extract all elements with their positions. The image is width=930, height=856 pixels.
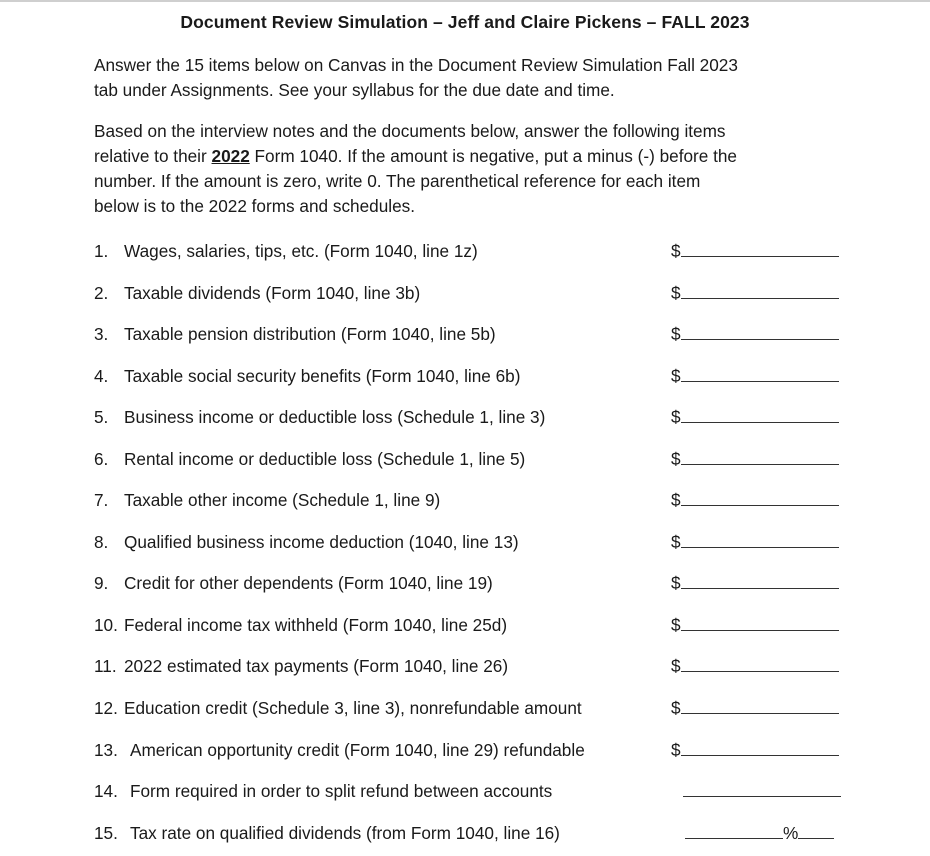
item-label: Rental income or deductible loss (Schedule 1, line 5) [124,449,526,469]
item-label: Taxable dividends (Form 1040, line 3b) [124,283,421,303]
item-label: Form required in order to split refund between accounts [130,781,553,801]
item-number: 9. [94,573,109,593]
item-number: 6. [94,449,109,469]
dollar-sign: $ [671,573,681,593]
item-label: 2022 estimated tax payments (Form 1040, line 26) [124,656,509,676]
answer-blank[interactable] [685,824,783,839]
item-number: 7. [94,490,109,510]
answer-field[interactable] [671,615,839,636]
list-item [94,698,582,719]
answer-field[interactable] [671,283,839,304]
list-item [94,781,552,802]
answer-blank[interactable] [681,491,839,506]
list-item [94,283,420,304]
intro-paragraph [94,53,854,103]
instructions-line-2 [94,144,854,169]
list-item [94,656,508,677]
answer-field[interactable] [671,366,839,387]
answer-field[interactable] [683,781,841,802]
answer-blank[interactable] [681,408,839,423]
answer-field[interactable] [671,573,839,594]
item-number: 13. [94,740,118,760]
intro-line-2: tab under Assignments. See your syllabus for the due date and time. [94,80,615,100]
answer-blank[interactable] [681,367,839,382]
list-item [94,740,585,761]
item-number: 2. [94,283,109,303]
item-number: 1. [94,241,109,261]
item-label: Education credit (Schedule 3, line 3), nonrefundable amount [124,698,582,718]
dollar-sign: $ [671,366,681,386]
dollar-sign: $ [671,656,681,676]
answer-blank-decimal[interactable] [798,824,834,839]
list-item [94,366,520,387]
instructions-line-1: Based on the interview notes and the documents below, answer the following items [94,121,726,141]
answer-blank[interactable] [681,574,839,589]
answer-field[interactable] [671,740,839,761]
item-number: 15. [94,823,118,843]
dollar-sign: $ [671,490,681,510]
item-label: Business income or deductible loss (Schedule 1, line 3) [124,407,546,427]
answer-field[interactable] [671,532,839,553]
tax-year-emphasis: 2022 [211,146,250,166]
item-label: Federal income tax withheld (Form 1040, line 25d) [124,615,508,635]
answer-field[interactable] [671,241,839,262]
instructions-line-2-pre: relative to their [94,146,212,166]
list-item [94,615,507,636]
dollar-sign: $ [671,407,681,427]
answer-blank[interactable] [681,616,839,631]
list-item [94,573,493,594]
answer-blank[interactable] [681,284,839,299]
answer-field[interactable] [671,490,839,511]
list-item [94,407,545,428]
item-number: 4. [94,366,109,386]
answer-field[interactable] [671,324,839,345]
item-number: 10. [94,615,118,635]
dollar-sign: $ [671,532,681,552]
instructions-paragraph [94,119,854,219]
item-label: Qualified business income deduction (1040, line 13) [124,532,519,552]
answer-blank[interactable] [681,325,839,340]
item-label: Credit for other dependents (Form 1040, line 19) [124,573,493,593]
item-label: Tax rate on qualified dividends (from Form 1040, line 16) [130,823,560,843]
page-title: Document Review Simulation – Jeff and Claire Pickens – FALL 2023 [180,12,750,32]
dollar-sign: $ [671,449,681,469]
list-item [94,324,496,345]
list-item [94,241,478,262]
answer-blank[interactable] [681,699,839,714]
answer-blank[interactable] [681,657,839,672]
instructions-line-3: number. If the amount is zero, write 0. The parenthetical reference for each item [94,171,701,191]
item-label: Taxable pension distribution (Form 1040, line 5b) [124,324,496,344]
item-label: Taxable other income (Schedule 1, line 9) [124,490,441,510]
item-number: 3. [94,324,109,344]
answer-field[interactable] [685,823,834,844]
dollar-sign: $ [671,324,681,344]
item-label: Wages, salaries, tips, etc. (Form 1040, line 1z) [124,241,478,261]
answer-blank[interactable] [681,741,839,756]
item-label: Taxable social security benefits (Form 1040, line 6b) [124,366,521,386]
answer-blank[interactable] [681,450,839,465]
instructions-line-4: below is to the 2022 forms and schedules. [94,196,416,216]
dollar-sign: $ [671,615,681,635]
answer-blank[interactable] [681,242,839,257]
answer-field[interactable] [671,449,839,470]
percent-sign: % [783,823,799,843]
dollar-sign: $ [671,740,681,760]
item-label: American opportunity credit (Form 1040, line 29) refundable [130,740,585,760]
answer-blank[interactable] [683,782,841,797]
list-item [94,449,525,470]
top-rule [0,0,930,2]
dollar-sign: $ [671,241,681,261]
list-item [94,532,519,553]
item-number: 14. [94,781,118,801]
answer-field[interactable] [671,656,839,677]
answer-field[interactable] [671,407,839,428]
answer-blank[interactable] [681,533,839,548]
item-number: 11. [94,656,117,676]
list-item [94,490,440,511]
intro-line-1: Answer the 15 items below on Canvas in the Document Review Simulation Fall 2023 [94,55,738,75]
item-number: 8. [94,532,109,552]
instructions-line-2-post: Form 1040. If the amount is negative, put a minus (-) before the [249,146,737,166]
item-number: 12. [94,698,118,718]
dollar-sign: $ [671,283,681,303]
dollar-sign: $ [671,698,681,718]
item-number: 5. [94,407,109,427]
answer-field[interactable] [671,698,839,719]
list-item [94,823,560,844]
